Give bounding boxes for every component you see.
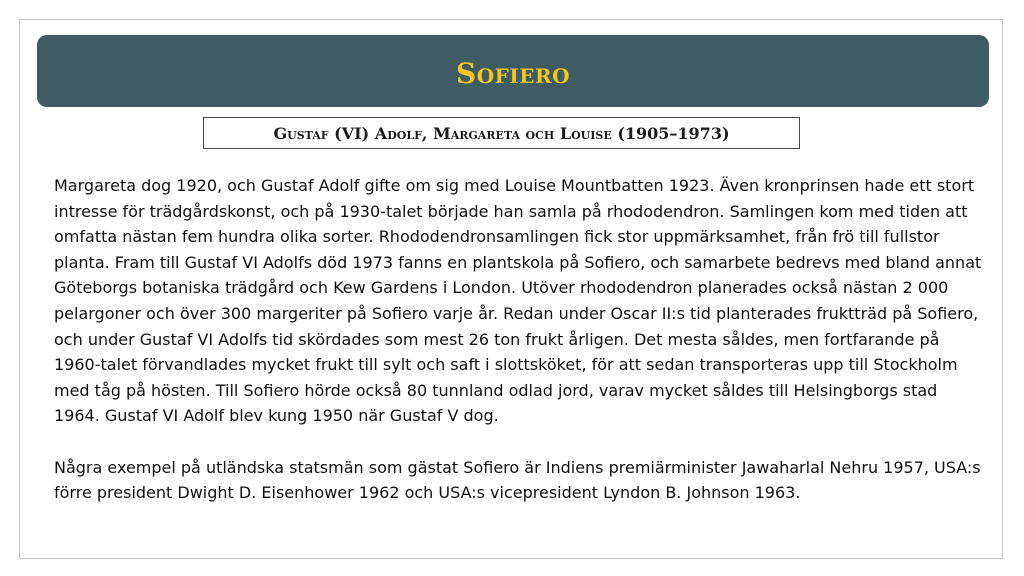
slide [19, 19, 1003, 559]
body-paragraph-1: Margareta dog 1920, och Gustaf Adolf gifte om sig med Louise Mountbatten 1923. Även kronprinsen hade ett stort intresse för trädgårdskonst, och på 1930-talet började han samla på rhododendron. Samlingen kom med tiden att omfatta nästan fem hundra olika sorter. Rhododendronsamlingen fick stor uppmärksamhet, från frö till fullstor planta. Fram till Gustaf VI Adolfs död 1973 fanns en plantskola på Sofiero, och samarbete bedrevs med bland annat Göteborgs botaniska trädgård och Kew Gardens i London. Utöver rhododendron planerades också nästan 2 000 pelargoner och över 300 margeriter på Sofiero varje år. Redan under Oscar II:s tid planterades fruktträd på Sofiero, och under Gustaf VI Adolfs tid skördades som mest 26 ton frukt årligen. Det mesta såldes, men fortfarande på 1960-talet förvandlades mycket frukt till sylt och saft i slottsköket, för att sedan transporteras upp till Stockholm med tåg på hösten. Till Sofiero hörde också 80 tunnland odlad jord, varav mycket såldes till Helsingborgs stad 1964. Gustaf VI Adolf blev kung 1950 när Gustaf V dog. [54, 176, 982, 426]
title-bar [37, 35, 989, 107]
body-paragraph-2: Några exempel på utländska statsmän som gästat Sofiero är Indiens premiärminister Jawaharlal Nehru 1957, USA:s förre president Dwight D. Eisenhower 1962 och USA:s vicepresident Lyndon B. Johnson 1963. [54, 457, 981, 503]
slide-title: Sofiero [456, 56, 570, 90]
body-text [54, 173, 984, 506]
slide-subtitle: Gustaf (VI) Adolf, Margareta och Louise (1905–1973) [273, 123, 730, 143]
subtitle-box [203, 117, 800, 149]
